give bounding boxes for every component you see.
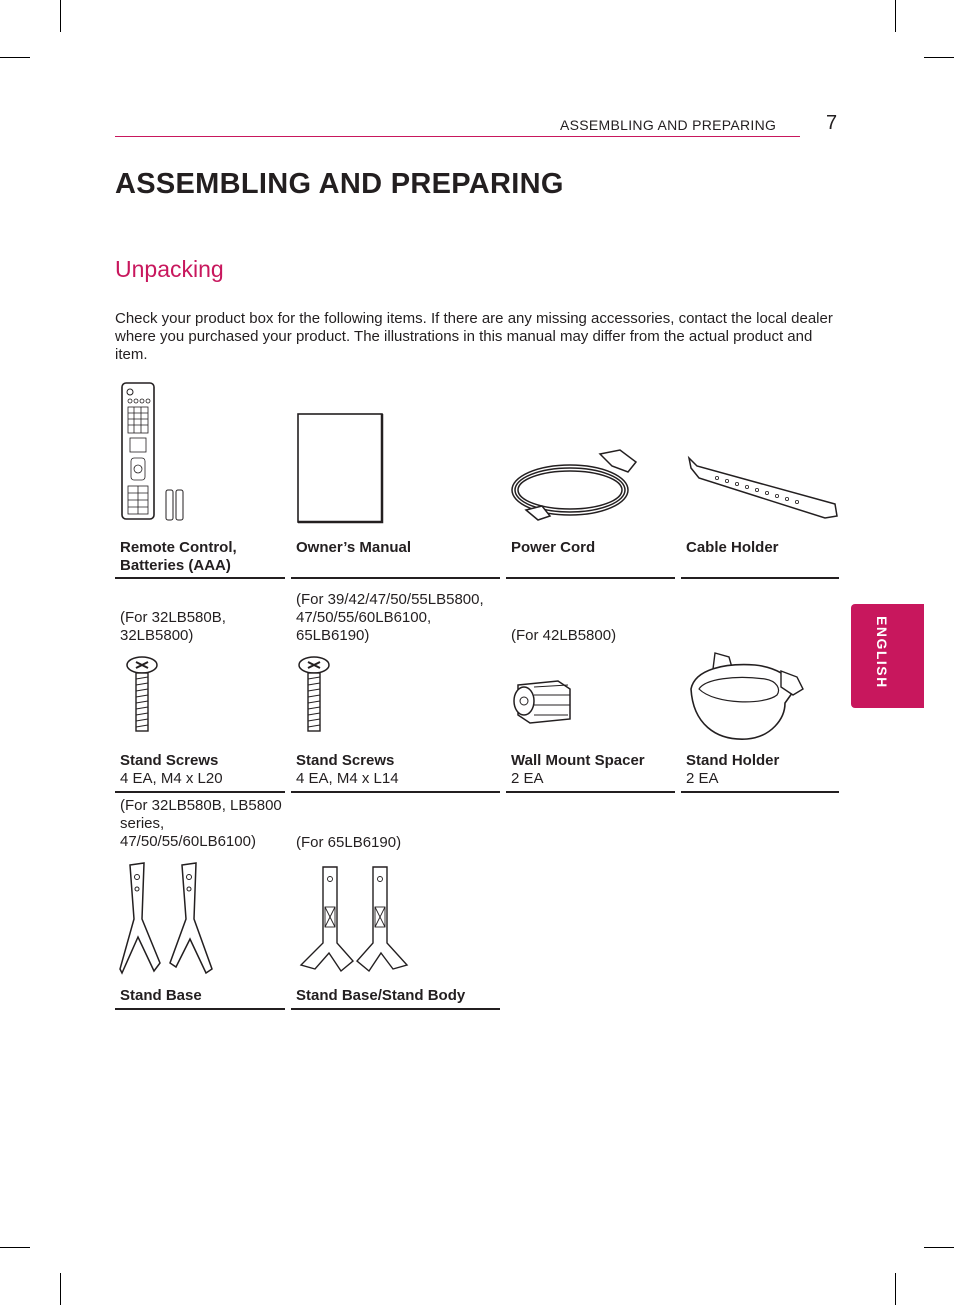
item-note: (For 42LB5800) (511, 627, 617, 644)
spacer-icon (510, 675, 574, 727)
crop-mark (60, 0, 61, 32)
item-stand-base-body (291, 793, 500, 1010)
crop-mark (895, 0, 896, 32)
remote-control-icon (120, 382, 190, 522)
stand-body-icon (297, 863, 417, 975)
item-note: (For 32LB580B, 32LB5800) (120, 609, 226, 644)
item-rule (506, 791, 675, 793)
item-name: Owner’s Manual (296, 539, 412, 556)
page-title: ASSEMBLING AND PREPARING (115, 168, 564, 200)
manual-icon (296, 412, 386, 524)
item-remote (115, 380, 285, 579)
stand-holder-icon (685, 649, 809, 745)
item-name: Remote Control, Batteries (AAA) (120, 539, 237, 574)
page-number: 7 (826, 112, 838, 134)
item-name: Stand Holder (686, 752, 780, 769)
cable-holder-icon (685, 454, 845, 524)
crop-mark (924, 57, 954, 58)
language-tab (851, 604, 924, 708)
item-rule (681, 791, 839, 793)
item-name: Cable Holder (686, 539, 779, 556)
language-label: ENGLISH (874, 616, 890, 689)
crop-mark (0, 57, 30, 58)
item-manual (291, 380, 500, 579)
item-stand-base (115, 793, 285, 1010)
item-qty: 2 EA (511, 770, 544, 787)
header-rule (115, 136, 800, 137)
item-note: (For 32LB580B, LB5800 series, 47/50/55/60LB6100) (120, 797, 282, 850)
item-note: (For 39/42/47/50/55LB5800, 47/50/55/60LB6100, 65LB6190) (296, 591, 484, 644)
item-stand-holder (681, 579, 839, 793)
item-name: Power Cord (511, 539, 596, 556)
item-rule (115, 1008, 285, 1010)
item-qty: 4 EA, M4 x L20 (120, 770, 223, 787)
screw-icon (297, 655, 337, 735)
screw-icon (125, 655, 165, 735)
crop-mark (0, 1247, 30, 1248)
item-name: Stand Base (120, 987, 202, 1004)
power-cord-icon (510, 446, 640, 526)
item-name: Stand Screws (120, 752, 219, 769)
item-cable-holder (681, 380, 839, 579)
item-stand-screws-l14 (291, 579, 500, 793)
running-header: ASSEMBLING AND PREPARING (560, 117, 777, 133)
crop-mark (895, 1273, 896, 1305)
item-name: Wall Mount Spacer (511, 752, 645, 769)
stand-base-icon (120, 859, 220, 975)
crop-mark (60, 1273, 61, 1305)
item-name: Stand Screws (296, 752, 395, 769)
item-rule (291, 1008, 500, 1010)
intro-text: Check your product box for the following items. If there are any missing accessories, contact the local dealer where you purchased your product. The illustrations in this manual may differ from the actual product and item. (115, 310, 833, 363)
section-title: Unpacking (115, 256, 224, 282)
item-note: (For 65LB6190) (296, 834, 402, 851)
item-qty: 2 EA (686, 770, 719, 787)
crop-mark (924, 1247, 954, 1248)
item-power-cord (506, 380, 675, 579)
item-stand-screws-l20 (115, 579, 285, 793)
item-name: Stand Base/Stand Body (296, 987, 466, 1004)
item-qty: 4 EA, M4 x L14 (296, 770, 399, 787)
item-wall-mount-spacer (506, 579, 675, 793)
